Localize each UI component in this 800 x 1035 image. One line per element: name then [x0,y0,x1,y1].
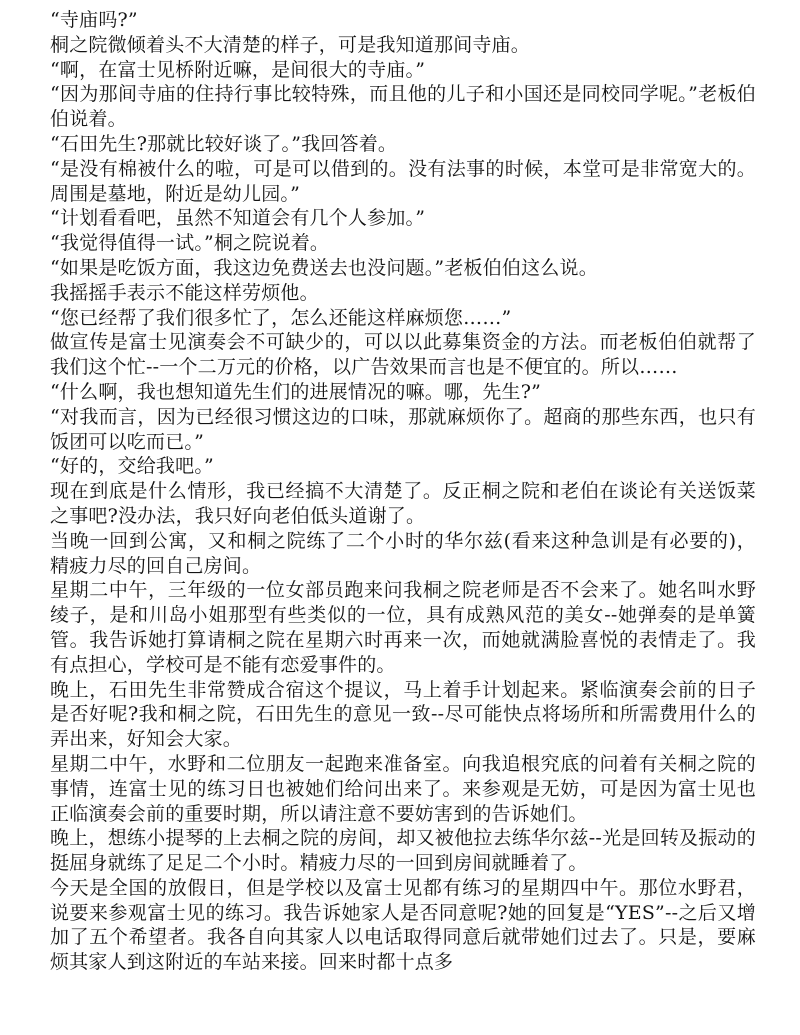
paragraph: “是没有棉被什么的啦，可是可以借到的。没有法事的时候，本堂可是非常宽大的。周围是墓地，附近是幼儿园。” [50,157,756,205]
paragraph: 我摇摇手表示不能这样劳烦他。 [50,281,319,304]
paragraph: “因为那间寺庙的住持行事比较特殊，而且他的儿子和小国还是同校同学呢。”老板伯伯说着。 [50,83,756,131]
paragraph: 晚上，想练小提琴的上去桐之院的房间，却又被他拉去练华尔兹--光是回转及振动的挺屈身就练了足足二个小时。精疲力尽的一回到房间就睡着了。 [50,827,756,875]
paragraph: 晚上，石田先生非常赞成合宿这个提议，马上着手计划起来。紧临演奏会前的日子是否好呢?我和桐之院，石田先生的意见一致--尽可能快点将场所和所需费用什么的弄出来，好知会大家。 [50,678,756,751]
paragraph: “好的，交给我吧。” [50,455,214,478]
paragraph: “我觉得值得一试。”桐之院说着。 [50,232,330,255]
paragraph: “如果是吃饭方面，我这边免费送去也没问题。”老板伯伯这么说。 [50,256,598,279]
paragraph: 星期二中午，水野和二位朋友一起跑来准备室。向我追根究底的问着有关桐之院的事情，连富士见的练习日也被她们给问出来了。来参观是无妨，可是因为富士见也正临演奏会前的重要时期，所以请注意不要妨害到的告诉她们。 [50,752,756,825]
paragraph: 今天是全国的放假日，但是学校以及富士见都有练习的星期四中午。那位水野君，说要来参观富士见的练习。我告诉她家人是否同意呢?她的回复是“YES”--之后又增加了五个希望者。我各自向其家人以电话取得同意后就带她们过去了。只是，要麻烦其家人到这附近的车站来接。回来时都十点多 [50,876,756,974]
paragraph: “寺庙吗?” [50,9,138,31]
paragraph: 桐之院微倾着头不大清楚的样子，可是我知道那间寺庙。 [50,33,531,56]
paragraph: “对我而言，因为已经很习惯这边的口味，那就麻烦你了。超商的那些东西，也只有饭团可以吃而已。” [50,405,756,453]
paragraph: “您已经帮了我们很多忙了，怎么还能这样麻烦您……” [50,306,512,329]
paragraph: “石田先生?那就比较好谈了。”我回答着。 [50,132,398,155]
paragraph: 现在到底是什么情形，我已经搞不大清楚了。反正桐之院和老伯在谈论有关送饭菜之事吧?没办法，我只好向老伯低头道谢了。 [50,480,756,527]
paragraph: “计划看看吧，虽然不知道会有几个人参加。” [50,207,426,230]
paragraph: “什么啊，我也想知道先生们的进展情况的嘛。哪，先生?” [50,380,542,403]
document-page [50,8,756,975]
paragraph: 星期二中午，三年级的一位女部员跑来问我桐之院老师是否不会来了。她名叫水野绫子，是和川岛小姐那型有些类似的一位，具有成熟风范的美女--她弹奏的是单簧管。我告诉她打算请桐之院在星期六时再来一次，而她就满脸喜悦的表情走了。我有点担心，学校可是不能有恋爱事件的。 [50,579,756,676]
paragraph: 当晚一回到公寓，又和桐之院练了二个小时的华尔兹(看来这种急训是有必要的)，精疲力尽的回自己房间。 [50,529,756,577]
paragraph: 做宣传是富士见演奏会不可缺少的，可以以此募集资金的方法。而老板伯伯就帮了我们这个忙--一个二万元的价格，以广告效果而言也是不便宜的。所以…… [50,331,756,379]
paragraph: “啊，在富士见桥附近嘛，是间很大的寺庙。” [50,58,426,81]
